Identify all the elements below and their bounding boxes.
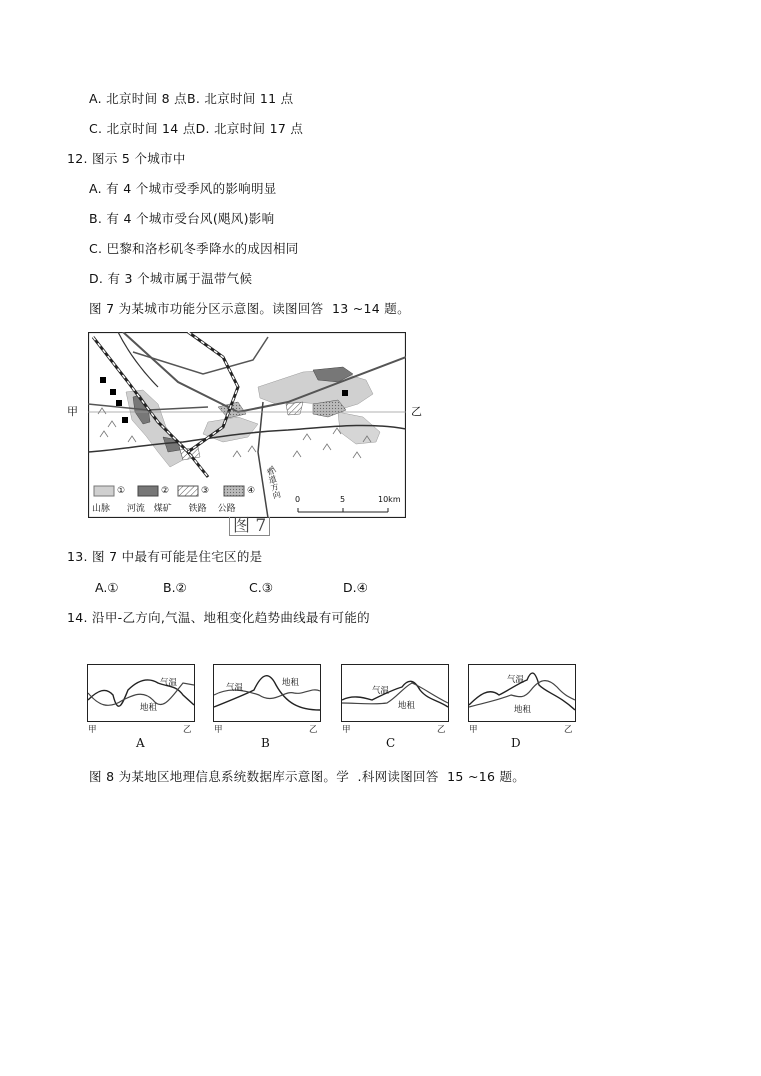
- q13-option-d: D.④: [343, 580, 368, 595]
- chart-a-end: 乙: [183, 725, 192, 735]
- chart-d-rent-label: 地租: [514, 705, 532, 715]
- q11-options-line2: C. 北京时间 14 点D. 北京时间 17 点: [89, 121, 304, 136]
- legend-2: ②: [161, 486, 170, 496]
- q12-stem: 12. 图示 5 个城市中: [67, 151, 186, 166]
- chart-b-start: 甲: [214, 725, 223, 735]
- q12-option-d: D. 有 3 个城市属于温带气候: [89, 271, 253, 286]
- chart-c-svg: [342, 665, 448, 721]
- scale-5: 5: [340, 495, 346, 504]
- q13-option-b: B.②: [163, 580, 187, 595]
- chart-c-end: 乙: [437, 725, 446, 735]
- road-label: 省道方向: [265, 466, 282, 500]
- curve-chart-a: [87, 664, 195, 722]
- legend-mountain: 山脉: [92, 504, 111, 514]
- chart-b-letter: B: [261, 736, 270, 750]
- legend-coal: 煤矿: [153, 504, 172, 514]
- q13-option-a: A.①: [95, 580, 119, 595]
- chart-d-temp-label: 气温: [507, 675, 525, 685]
- legend-row2: [92, 501, 236, 514]
- chart-d-end: 乙: [564, 725, 573, 735]
- legend-road: 公路: [217, 504, 236, 514]
- q12-option-c: C. 巴黎和洛杉矶冬季降水的成因相同: [89, 241, 299, 256]
- chart-b-rent-label: 地租: [282, 678, 300, 688]
- fig7-caption: 图 7: [229, 517, 270, 536]
- chart-a-temp-label: 气温: [160, 678, 178, 688]
- q12-option-a: A. 有 4 个城市受季风的影响明显: [89, 181, 277, 196]
- q13-stem: 13. 图 7 中最有可能是住宅区的是: [67, 549, 263, 564]
- chart-d-letter: D: [511, 736, 521, 750]
- chart-c-temp-label: 气温: [372, 686, 390, 696]
- chart-c-start: 甲: [342, 725, 351, 735]
- legend-1: ①: [117, 486, 126, 496]
- chart-a-letter: A: [136, 736, 145, 750]
- legend-3: ③: [201, 486, 210, 496]
- fig8-intro: 图 8 为某地区地理信息系统数据库示意图。学 .科网读图回答 15 ~16 题。: [89, 769, 526, 784]
- scale-10: 10km: [378, 495, 401, 504]
- q13-option-c: C.③: [249, 580, 273, 595]
- legend-river: 河流: [126, 504, 145, 514]
- q12-option-b: B. 有 4 个城市受台风(飓风)影响: [89, 211, 275, 226]
- chart-d-start: 甲: [469, 725, 478, 735]
- city-function-map: [88, 332, 406, 518]
- legend-4: ④: [247, 486, 256, 496]
- map-label-jia: 甲: [67, 405, 78, 418]
- chart-c-letter: C: [386, 736, 396, 750]
- chart-c-rent-label: 地租: [398, 701, 416, 711]
- scale-0: 0: [295, 495, 301, 504]
- q14-stem: 14. 沿甲-乙方向,气温、地租变化趋势曲线最有可能的: [67, 610, 370, 625]
- chart-b-temp-label: 气温: [226, 683, 244, 693]
- chart-b-svg: [214, 665, 320, 721]
- curve-chart-d: [468, 664, 576, 722]
- chart-a-rent-label: 地租: [140, 703, 158, 713]
- curve-chart-b: [213, 664, 321, 722]
- chart-b-end: 乙: [309, 725, 318, 735]
- legend-railway: 铁路: [188, 504, 207, 514]
- map-label-yi: 乙: [411, 405, 422, 418]
- curve-chart-c: [341, 664, 449, 722]
- chart-a-start: 甲: [88, 725, 97, 735]
- fig7-intro: 图 7 为某城市功能分区示意图。读图回答 13 ~14 题。: [89, 301, 410, 316]
- q11-options-line1: A. 北京时间 8 点B. 北京时间 11 点: [89, 91, 294, 106]
